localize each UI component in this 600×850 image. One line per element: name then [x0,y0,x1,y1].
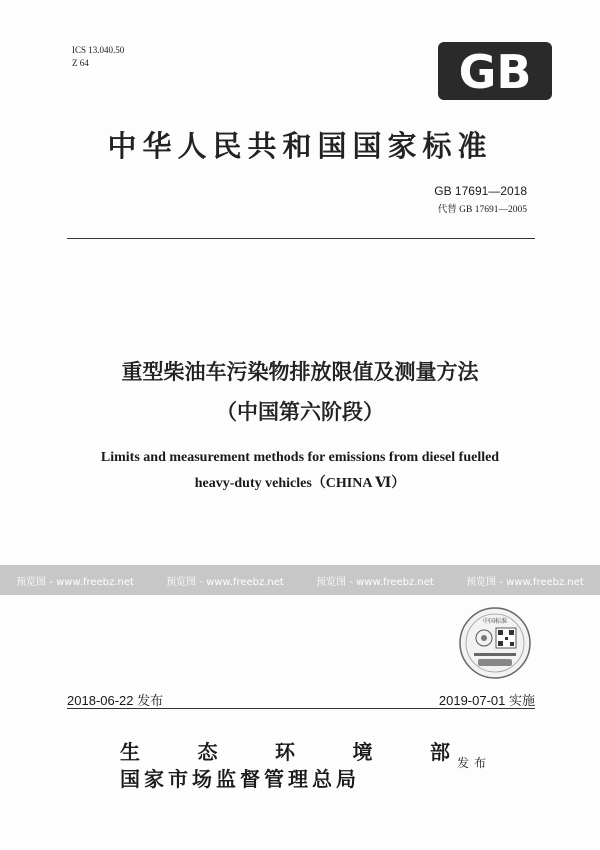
qr-code-icon [496,628,516,648]
issuer-char: 部 [430,740,450,764]
ics-code: ICS 13.040.50 [72,45,125,55]
implementation-date: 2019-07-01 实施 [438,693,535,708]
issuer-char: 环 [275,740,295,764]
national-standard-title: 中华人民共和国国家标准 [107,129,493,163]
document-title-cn: 重型柴油车污染物排放限值及测量方法 [121,360,479,384]
issuer-char: 态 [197,740,218,764]
gb-logo [438,42,552,100]
document-subtitle-cn: （中国第六阶段） [216,400,384,424]
publish-label: 发布 [457,756,492,770]
watermark-text: 预览图 - www.freebz.net [16,576,134,588]
document-title-en-line2: heavy-duty vehicles（CHINA Ⅵ） [194,476,406,491]
bottom-divider [67,708,535,709]
watermark-band [0,565,600,595]
gb-logo-text: GB [458,45,532,99]
watermark-text: 预览图 - www.freebz.net [316,576,434,588]
document-title-en-line1: Limits and measurement methods for emissions from diesel fuelled [100,450,500,465]
top-divider [67,238,535,239]
issuer-administration: 国家市场监督管理总局 [120,767,360,791]
watermark-text: 预览图 - www.freebz.net [466,576,584,588]
issue-date: 2018-06-22 发布 [67,693,164,708]
issuer-ministry [120,736,450,765]
issuer-char: 生 [120,740,140,764]
ccs-code: Z 64 [72,58,89,68]
watermark-text: 预览图 - www.freebz.net [166,576,284,588]
anti-counterfeit-seal [458,606,532,680]
standard-number: GB 17691—2018 [434,184,527,198]
issuer-char: 境 [352,740,373,764]
replaces-note: 代替 GB 17691—2005 [437,205,527,215]
classification-codes [72,44,124,70]
seal-text: 中国标准 [482,618,508,625]
